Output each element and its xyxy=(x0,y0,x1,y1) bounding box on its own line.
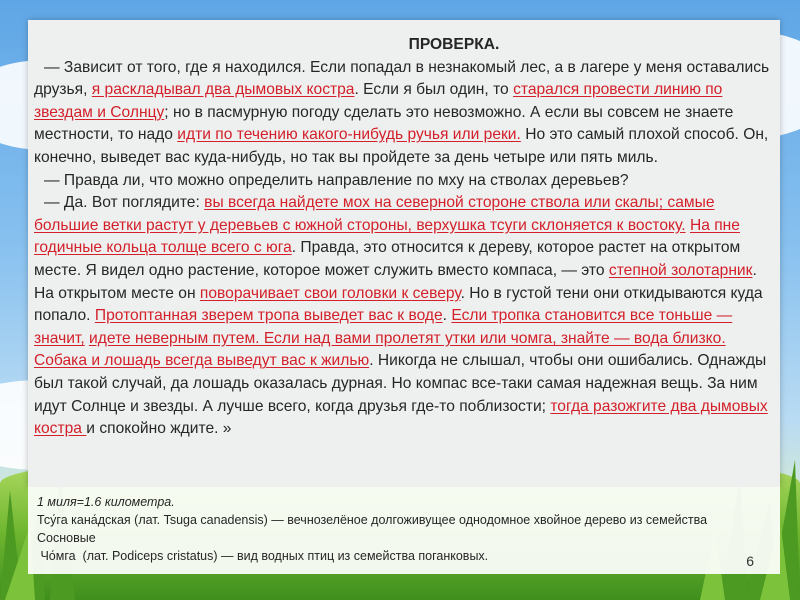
highlighted-phrase: На пне годичные кольца толще всего с юга xyxy=(34,216,740,257)
paragraph xyxy=(34,57,774,170)
text-panel xyxy=(28,20,780,487)
highlighted-phrase: поворачивает свои головки к северу xyxy=(199,284,461,302)
footnote-mile: 1 миля=1.6 километра. xyxy=(37,495,175,509)
paragraph xyxy=(34,170,774,193)
text-segment: Но это самый плохой способ. Он, конечно, выведет вас куда-нибудь, но так вы пройдете за день четыре или пять миль. xyxy=(34,126,769,166)
text-segment: — Правда ли, что можно определить направление по мху на стволах деревьев? xyxy=(44,171,629,189)
footnotes xyxy=(37,493,737,565)
footnote-chomga: Чо́мга (лат. Podiceps cristatus) — вид водных птиц из семейства поганковых. xyxy=(37,549,489,563)
text-segment: . На открытом месте он xyxy=(34,261,757,302)
highlighted-phrase: я раскладывал два дымовых костра xyxy=(91,81,355,99)
text-segment: . Но в густой тени они откидываются куда попало. xyxy=(34,284,763,325)
highlighted-phrase: степной золотарник xyxy=(608,261,753,279)
text-segment: . Если я был один, то xyxy=(354,81,514,99)
highlighted-phrase: Если тропка становится все тоньше — значит, xyxy=(34,307,733,347)
highlighted-phrase: вы всегда найдете мох на северной стороне ствола или xyxy=(204,194,611,212)
text-segment: и спокойно ждите. » xyxy=(86,420,232,438)
page-title: ПРОВЕРКА. xyxy=(408,36,500,53)
text-segment: . Никогда не слышал, чтобы они ошибались. Однажды был такой случай, да лошадь оказалась дурная. Но компас все-таки самая надежная вещь. За ним идут Солнце и звезды. А лучше всего, когда друзья где-то поблизости; xyxy=(34,352,767,415)
footnotes-box xyxy=(28,487,780,574)
highlighted-phrase: идете неверным путем. Если над вами пролетят утки или чомга, знайте — вода близко. Собака и лошадь всегда выведут вас к жилью xyxy=(34,329,726,370)
paragraphs xyxy=(34,57,774,441)
highlighted-phrase: Протоптанная зверем тропа выведет вас к воде xyxy=(94,307,443,325)
highlighted-phrase: старался провести линию по звездам и Солнцу xyxy=(34,81,723,121)
text-segment: . xyxy=(442,307,452,325)
main-text xyxy=(34,34,774,441)
text-segment: ; но в пасмурную погоду сделать это невозможно. А если вы совсем не знаете местности, то надо xyxy=(34,103,734,144)
text-segment: — Зависит от того, где я находился. Если попадал в незнакомый лес, а в лагере у меня оставались друзья, xyxy=(34,58,770,99)
page-number: 6 xyxy=(746,553,754,569)
highlighted-phrase: тогда разожгите два дымовых костра xyxy=(34,397,768,438)
paragraph xyxy=(34,192,774,441)
highlighted-phrase: скалы; самые большие ветки растут у деревьев с южной стороны, верхушка тсуги склоняется к востоку. xyxy=(34,194,715,234)
text-segment: — Да. Вот поглядите: xyxy=(44,194,205,212)
text-segment: . Правда, это относится к дереву, которое растет на открытом месте. Я видел одно растение, которое может служить вместо компаса, — это xyxy=(34,239,741,279)
highlighted-phrase: идти по течению какого-нибудь ручья или реки. xyxy=(177,126,521,144)
footnote-tsuga: Тсу́га кана́дская (лат. Tsuga canadensis) — вечнозелёное долгоживущее однодомное хвойное дерево из семейства Сосновые xyxy=(37,513,708,545)
